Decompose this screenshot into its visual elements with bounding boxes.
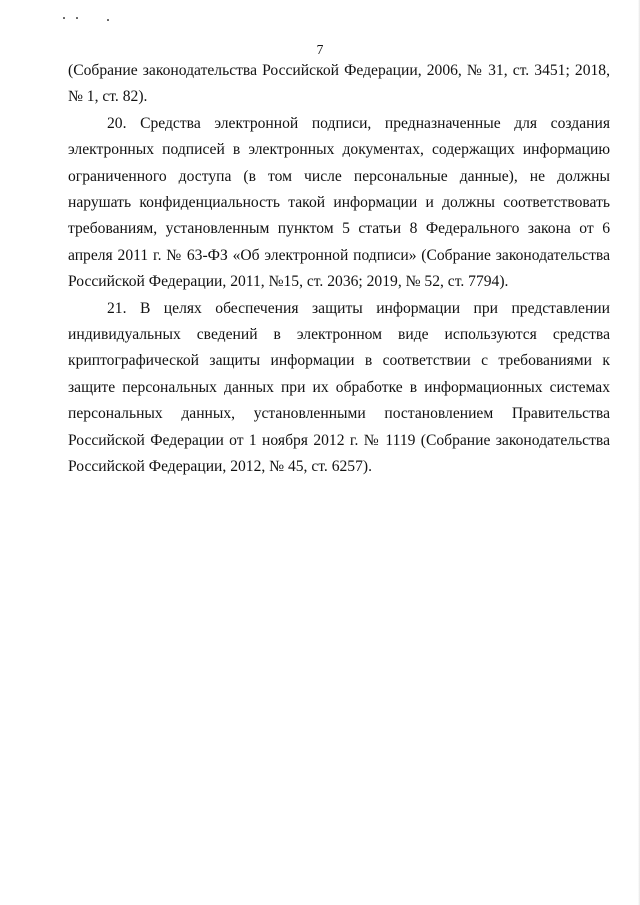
document-body — [68, 58, 610, 481]
paragraph-item-21: 21. В целях обеспечения защиты информации при представлении индивидуальных сведений в электронном виде используются средства криптографической защиты информации в соответствии с требованиями к защите персональных данных при их обработке в информационных системах персональных данных, установленными постановлением Правительства Российской Федерации от 1 ноября 2012 г. № 1119 (Собрание законодательства Российской Федерации, 2012, № 45, ст. 6257). — [68, 299, 610, 476]
page-number: 7 — [316, 42, 324, 57]
scan-artifact — [76, 17, 78, 19]
scan-artifact — [107, 19, 109, 21]
scan-artifact — [63, 17, 65, 19]
paragraph-continuation: (Собрание законодательства Российской Федерации, 2006, № 31, ст. 3451; 2018, № 1, ст. 82). — [68, 62, 610, 106]
paragraph-item-20: 20. Средства электронной подписи, предназначенные для создания электронных подписей в электронных документах, содержащих информацию ограниченного доступа (в том числе персональные данные), не должны нарушать конфиденциальность такой информации и должны соответствовать требованиям, установленным пунктом 5 статьи 8 Федерального закона от 6 апреля 2011 г. № 63-ФЗ «Об электронной подписи» (Собрание законодательства Российской Федерации, 2011, №15, ст. 2036; 2019, № 52, ст. 7794). — [68, 114, 610, 291]
